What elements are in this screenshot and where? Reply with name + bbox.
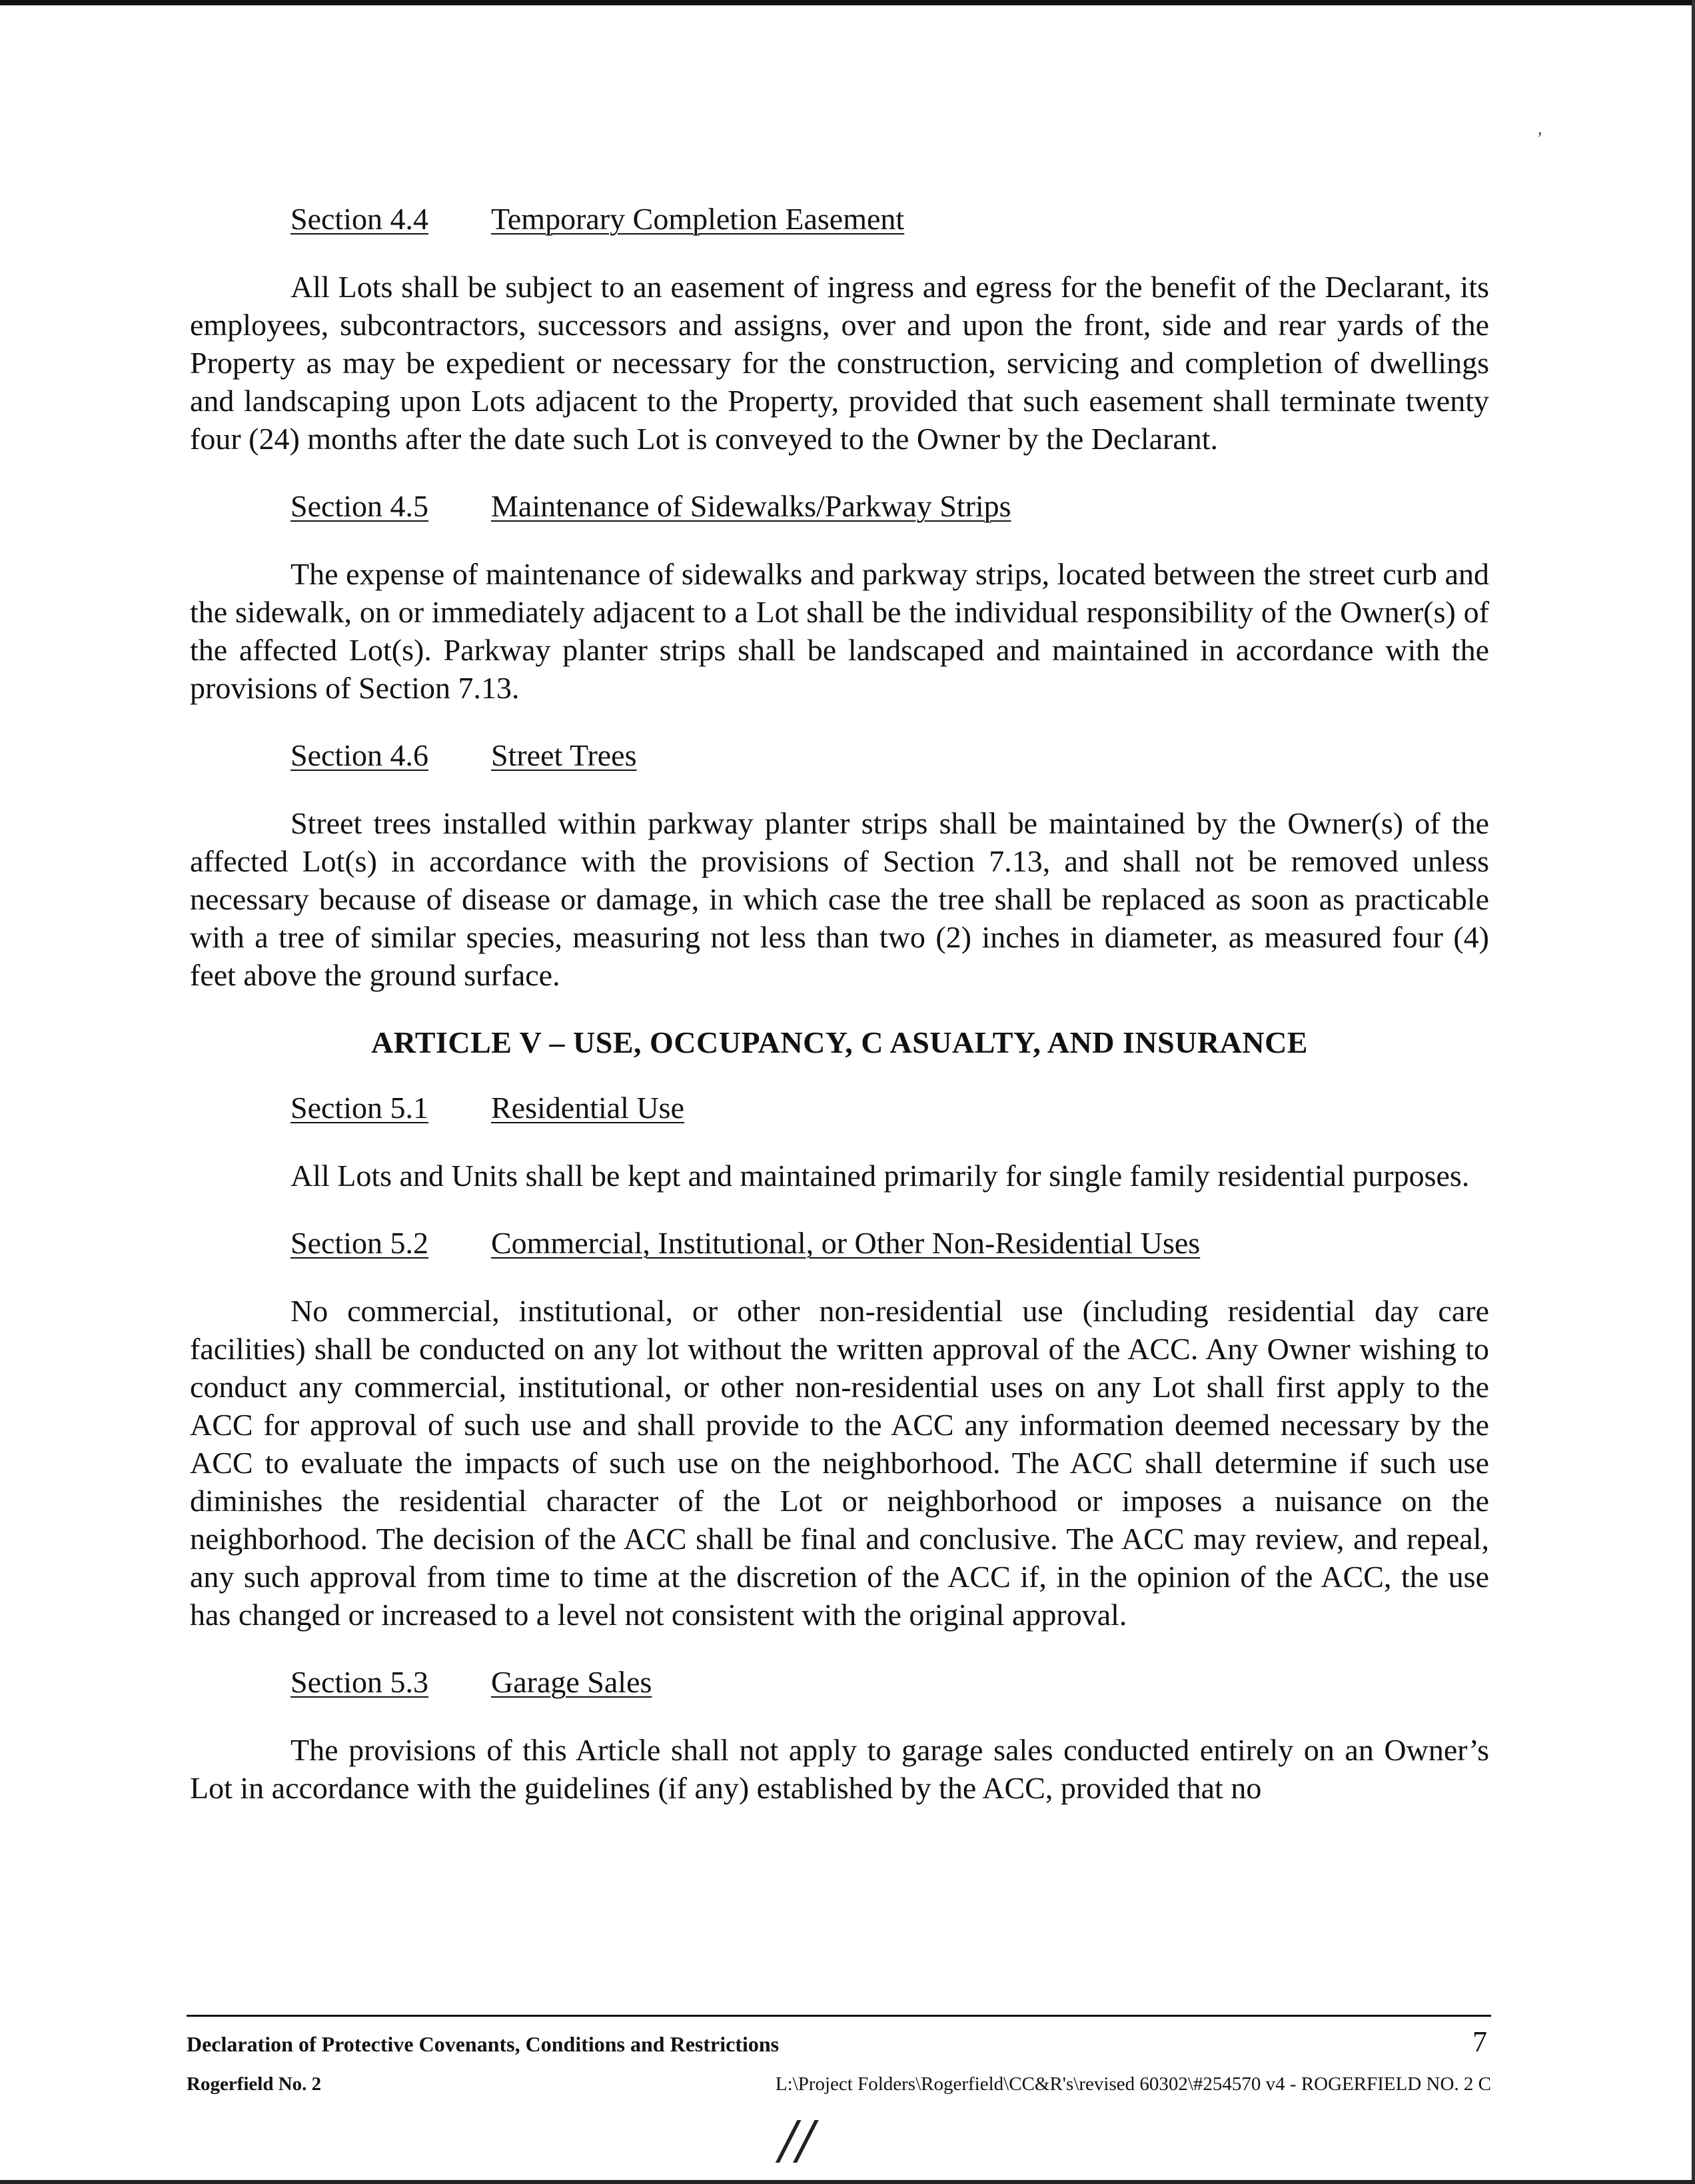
- section-4-6-heading: [290, 736, 1489, 775]
- section-4-5-body: The expense of maintenance of sidewalks and parkway strips, located between the street curb and the sidewalk, on or immediately adjacent to a Lot shall be the individual responsibility of the Owner(s) of the affected Lot(s). Parkway planter strips shall be landscaped and maintained in accordance with the provisions of Section 7.13.: [190, 557, 1489, 705]
- section-4-4-heading: [290, 200, 1489, 239]
- section-title: Maintenance of Sidewalks/Parkway Strips: [491, 489, 1011, 523]
- section-number: Section 4.4: [290, 202, 428, 236]
- section-5-2-heading: [290, 1224, 1489, 1263]
- section-number: Section 5.2: [290, 1226, 428, 1260]
- footer-document-title: Declaration of Protective Covenants, Conditions and Restrictions: [187, 2032, 780, 2056]
- section-title: Garage Sales: [491, 1665, 652, 1699]
- footer-subtitle: Rogerfield No. 2: [187, 2073, 322, 2095]
- article-v-heading: ARTICLE V – USE, OCCUPANCY, C ASUALTY, AND INSURANCE: [371, 1025, 1308, 1059]
- section-5-1-heading: [290, 1089, 1489, 1127]
- section-5-2-body: No commercial, institutional, or other non-residential use (including residential day care facilities) shall be conducted on any lot without the written approval of the ACC. Any Owner wishing to conduct any commercial, institutional, or other non-residential uses on any Lot shall first apply to the ACC for approval of such use and shall provide to the ACC any information deemed necessary by the ACC to evaluate the impacts of such use on the neighborhood. The ACC shall determine if such use diminishes the residential character of the Lot or neighborhood or imposes a nuisance on the neighborhood. The decision of the ACC shall be final and conclusive. The ACC may review, and repeal, any such approval from time to time at the discretion of the ACC if, in the opinion of the ACC, the use has changed or increased to a level not consistent with the original approval.: [190, 1294, 1489, 1632]
- handwritten-mark: //: [780, 2111, 815, 2171]
- scan-border-top: [0, 0, 1695, 5]
- section-title: Temporary Completion Easement: [491, 202, 905, 236]
- section-4-6-body: Street trees installed within parkway planter strips shall be maintained by the Owner(s) of the affected Lot(s) in accordance with the provisions of Section 7.13, and shall not be removed unless necessary because of disease or damage, in which case the tree shall be replaced as soon as practicable with a tree of similar species, measuring not less than two (2) inches in diameter, as measured four (4) feet above the ground surface.: [190, 806, 1489, 992]
- section-number: Section 4.5: [290, 489, 428, 523]
- section-title: Commercial, Institutional, or Other Non-Residential Uses: [491, 1226, 1201, 1260]
- section-title: Residential Use: [491, 1091, 684, 1125]
- footer-divider: [187, 2015, 1491, 2017]
- section-title: Street Trees: [491, 738, 637, 772]
- section-number: Section 4.6: [290, 738, 428, 772]
- scan-border-right: [1692, 0, 1695, 2184]
- page-footer: [187, 2015, 1491, 2095]
- scan-border-bottom: [0, 2180, 1695, 2184]
- section-4-5-heading: [290, 487, 1489, 526]
- section-4-4-body: All Lots shall be subject to an easement of ingress and egress for the benefit of the Declarant, its employees, subcontractors, successors and assigns, over and upon the front, side and rear yards of the Property as may be expedient or necessary for the construction, servicing and completion of dwellings and landscaping upon Lots adjacent to the Property, provided that such easement shall terminate twenty four (24) months after the date such Lot is conveyed to the Owner by the Declarant.: [190, 270, 1489, 456]
- footer-file-path: L:\Project Folders\Rogerfield\CC&R's\revised 60302\#254570 v4 - ROGERFIELD NO. 2 C: [775, 2073, 1491, 2095]
- scan-speck: ,: [1538, 119, 1542, 138]
- section-number: Section 5.3: [290, 1665, 428, 1699]
- section-5-1-body: All Lots and Units shall be kept and maintained primarily for single family residential purposes.: [290, 1159, 1470, 1193]
- document-body: [190, 200, 1489, 1836]
- section-5-3-body: The provisions of this Article shall not apply to garage sales conducted entirely on an Owner’s Lot in accordance with the guidelines (if any) established by the ACC, provided that no: [190, 1733, 1489, 1805]
- section-number: Section 5.1: [290, 1091, 428, 1125]
- page-number: 7: [1472, 2025, 1487, 2058]
- section-5-3-heading: [290, 1663, 1489, 1702]
